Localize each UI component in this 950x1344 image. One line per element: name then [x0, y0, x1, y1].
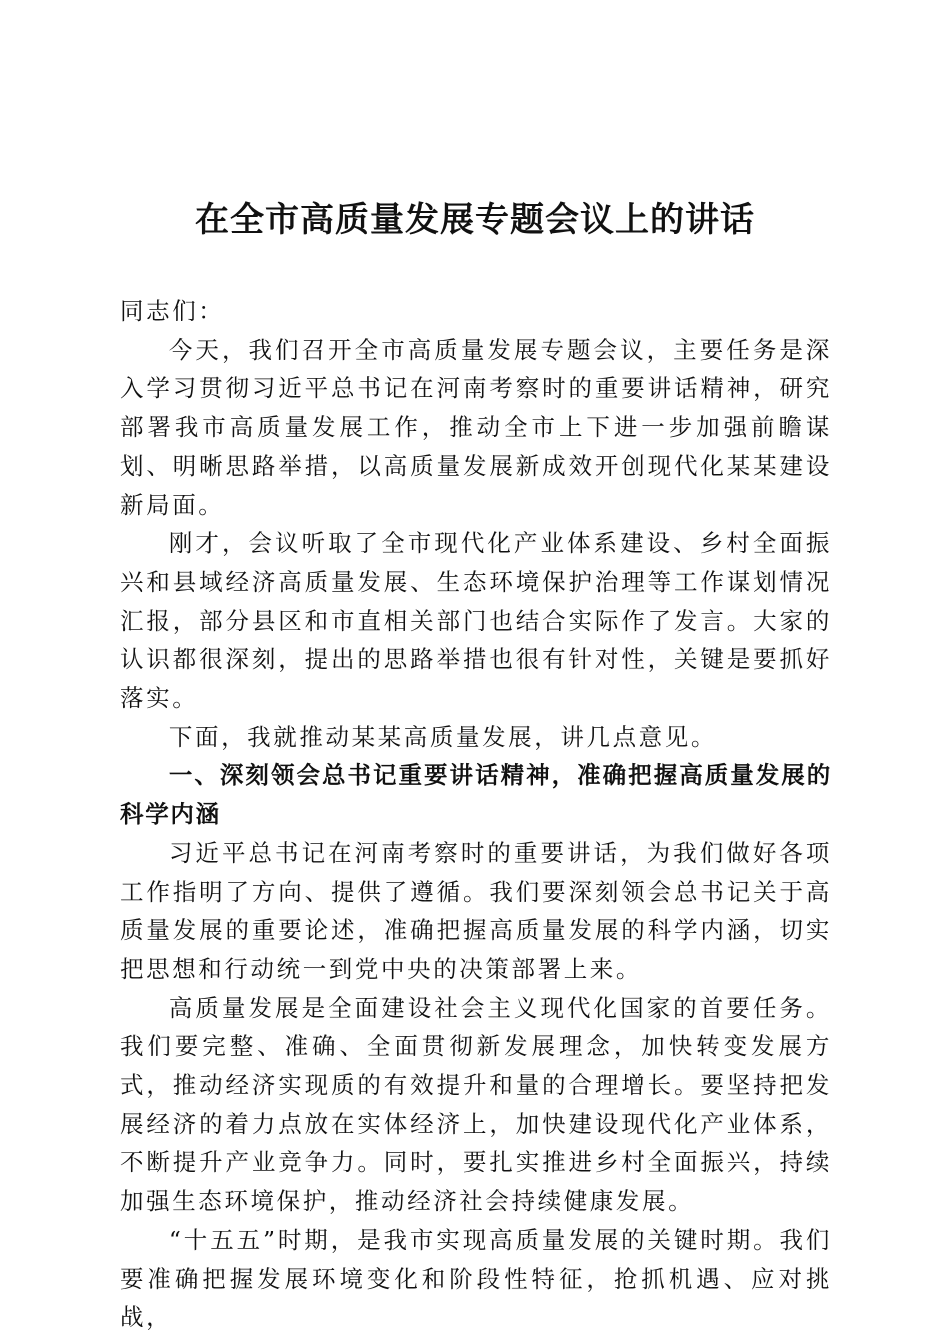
document-body — [120, 292, 832, 1337]
body-paragraph: 习近平总书记在河南考察时的重要讲话，为我们做好各项工作指明了方向、提供了遵循。我们要深刻领会总书记关于高质量发展的重要论述，准确把握高质量发展的科学内涵，切实把思想和行动统一到党中央的决策部署上来。 — [120, 838, 832, 983]
salutation: 同志们： — [120, 297, 225, 325]
body-paragraph: 今天，我们召开全市高质量发展专题会议，主要任务是深入学习贯彻习近平总书记在河南考察时的重要讲话精神，研究部署我市高质量发展工作，推动全市上下进一步加强前瞻谋划、明晰思路举措，以高质量发展新成效开创现代化某某建设新局面。 — [120, 335, 832, 519]
body-paragraph: 刚才，会议听取了全市现代化产业体系建设、乡村全面振兴和县域经济高质量发展、生态环境保护治理等工作谋划情况汇报，部分县区和市直相关部门也结合实际作了发言。大家的认识都很深刻，提出的思路举措也很有针对性，关键是要抓好落实。 — [120, 529, 832, 713]
body-paragraph: “十五五”时期，是我市实现高质量发展的关键时期。我们要准确把握发展环境变化和阶段性特征，抢抓机遇、应对挑战， — [120, 1225, 832, 1332]
document-title: 在全市高质量发展专题会议上的讲话 — [195, 200, 755, 240]
body-paragraph: 下面，我就推动某某高质量发展，讲几点意见。 — [168, 722, 717, 751]
body-paragraph: 高质量发展是全面建设社会主义现代化国家的首要任务。我们要完整、准确、全面贯彻新发展理念，加快转变发展方式，推动经济实现质的有效提升和量的合理增长。要坚持把发展经济的着力点放在实体经济上，加快建设现代化产业体系，不断提升产业竞争力。同时，要扎实推进乡村全面振兴，持续加强生态环境保护，推动经济社会持续健康发展。 — [120, 993, 832, 1216]
section-heading: 一、深刻领会总书记重要讲话精神，准确把握高质量发展的科学内涵 — [120, 761, 832, 829]
